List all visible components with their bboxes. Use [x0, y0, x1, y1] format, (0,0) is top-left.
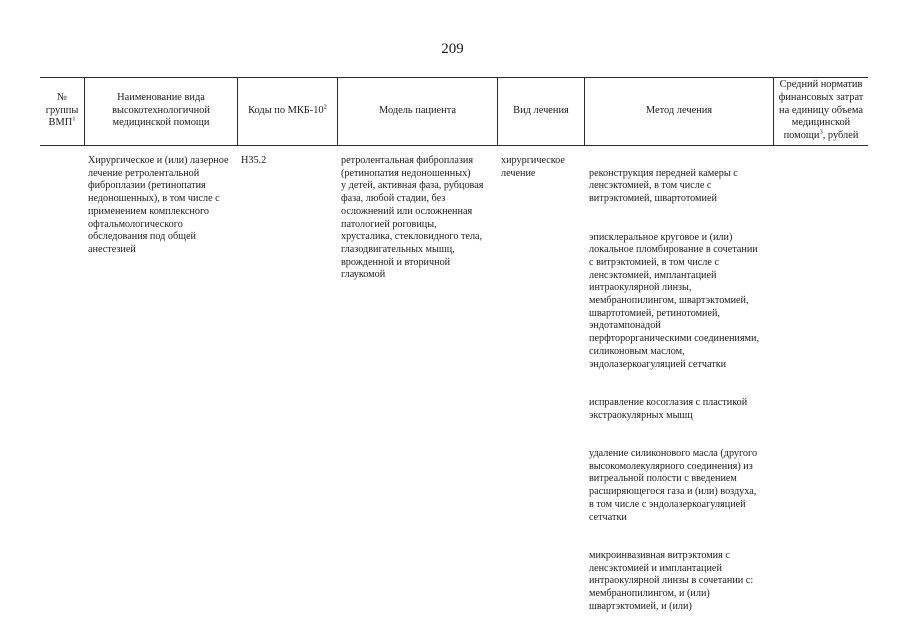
header-treatment-method: Метод лечения — [645, 104, 713, 116]
cell-treatment-methods — [589, 155, 773, 639]
cell-patient-model: ретролентальная фиброплазия (ретинопатия недоношенных) у детей, активная фаза, рубцовая фаза, любой стадии, без осложнений или осложненная патологией роговицы, хрусталика, стекловидного тела, глазодвигательных мышц, врожденной и вторичной глаукомой — [341, 155, 484, 281]
cell-icd-code: H35.2 — [241, 155, 267, 166]
method-item: удаление силиконового масла (другого высокомолекулярного соединения) из витреальной полости с введением расширяющегося газа и (или) воздуха, в том числе с эндолазеркоагуляцией сетчатки — [589, 448, 758, 523]
cell-treatment-type: хирургическое лечение — [501, 155, 565, 179]
table-header-bottom-rule — [40, 145, 868, 146]
page-number: 209 — [441, 41, 464, 57]
method-item: исправление косоглазия с пластикой экстраокулярных мышц — [589, 396, 748, 421]
method-item: реконструкция передней камеры с ленсэктомией, в том числе с витрэктомией, швартотомией — [589, 167, 738, 205]
header-care-type: Наименование вида высокотехнологичной медицинской помощи — [112, 91, 210, 129]
cell-care-type: Хирургическое и (или) лазерное лечение ретролентальной фиброплазии (ретинопатия недоношенных), в том числе с применением комплексного офтальмологического обследования под общей анестезией — [88, 155, 229, 255]
header-patient-model: Модель пациента — [378, 104, 457, 116]
header-treatment-type: Вид лечения — [513, 104, 569, 116]
header-cost-standard: Средний норматив финансовых затрат на единицу объема медицинской помощи$^3$, рублей — [778, 79, 864, 142]
header-group-number: № группы ВМП$^1$ — [45, 91, 79, 129]
method-item: эписклеральное круговое и (или) локальное пломбирование в сочетании с витрэктомией, в том числе с ленсэктомией, имплантацией интраокулярной линзы, мембранопилингом, швартэктомией, швартотомией, ретинотомией, эндотампонадой перфторорганическими соединениями, силиконовым маслом, эндолазеркоагуляцией сетчатки — [589, 231, 760, 370]
method-item: микроинвазивная витрэктомия с ленсэктомией и имплантацией интраокулярной линзы в сочетании с: мембранопилингом, и (или) швартэктомией, и (или) — [589, 549, 754, 612]
header-icd-codes: Коды по МКБ-$10^2$ — [248, 103, 327, 116]
